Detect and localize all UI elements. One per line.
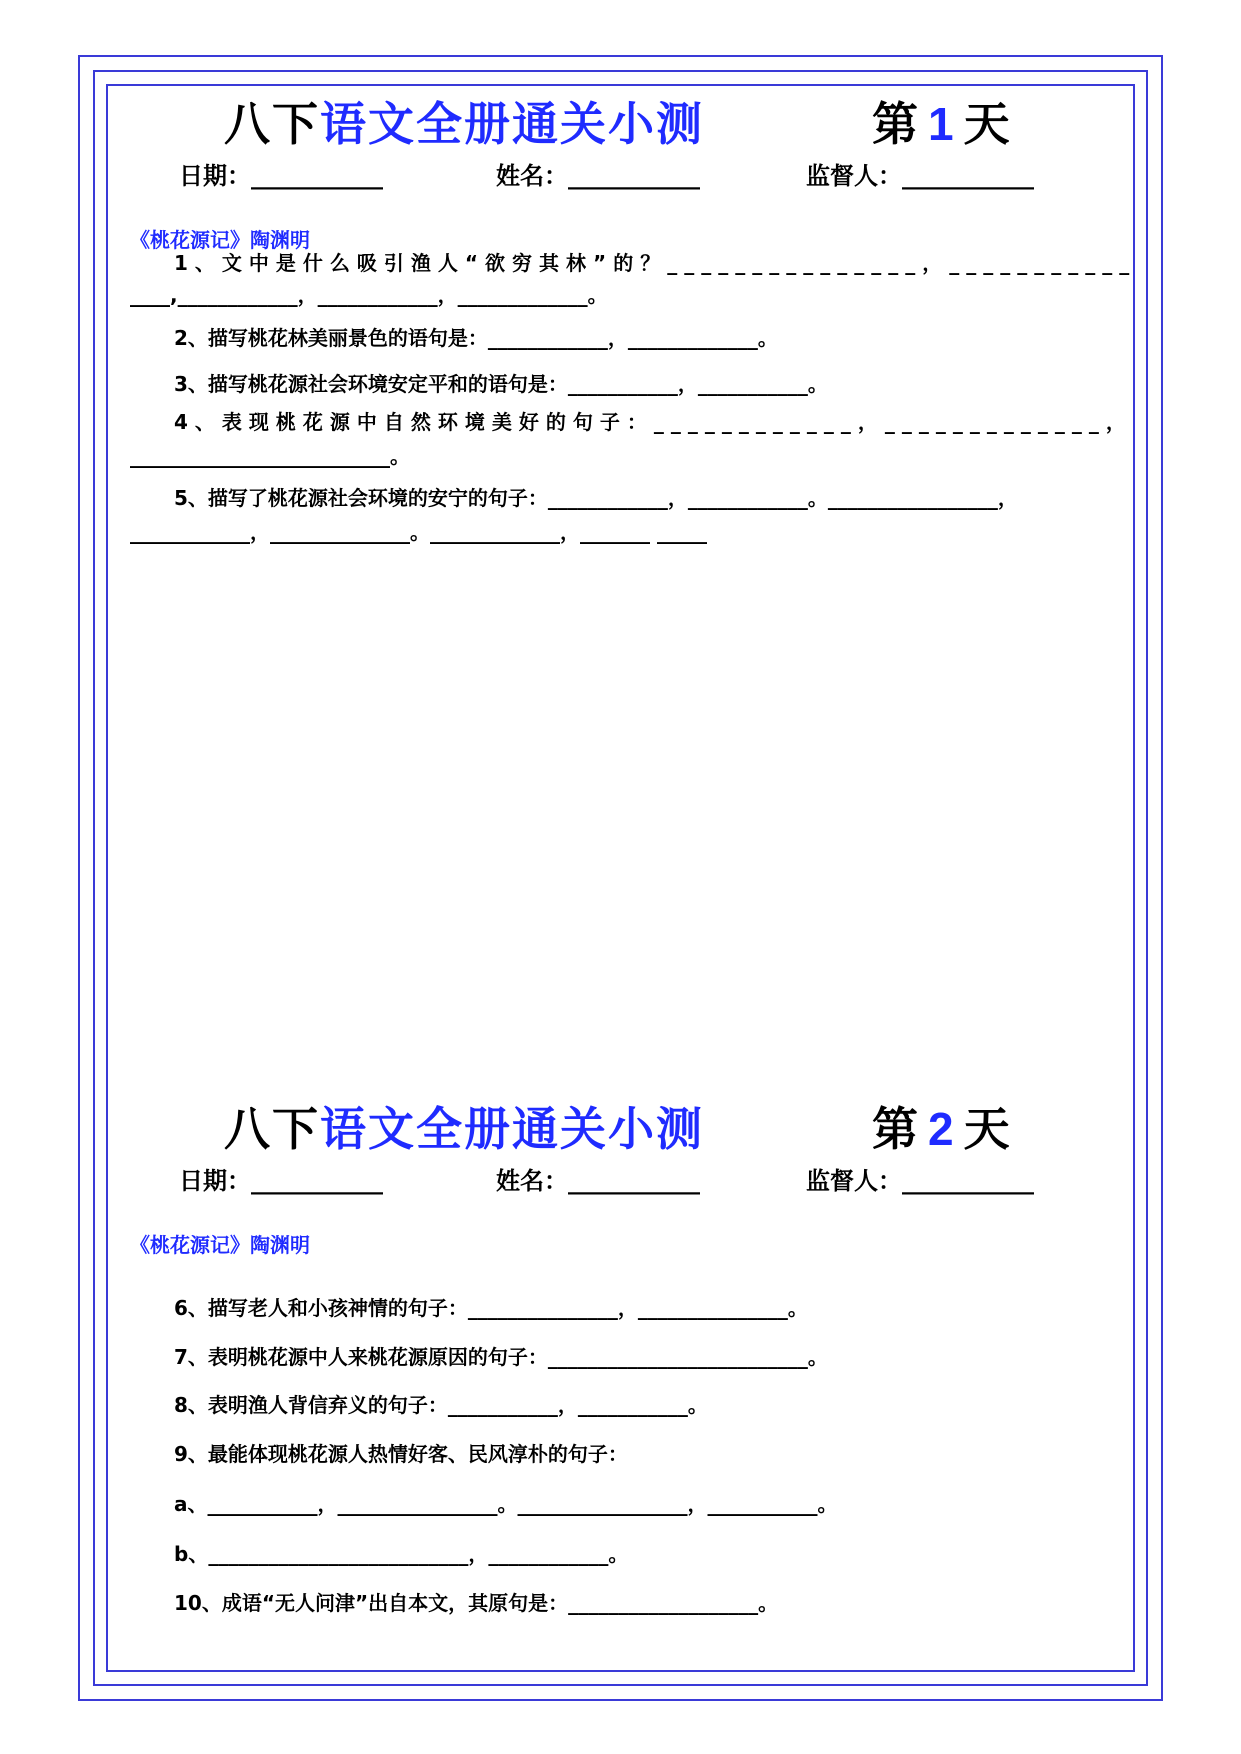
question-9a[interactable]: a、___________，________________。_________________，___________。 <box>174 1492 838 1516</box>
question-3[interactable]: 3、描写桃花源社会环境安定平和的语句是：___________，___________。 <box>174 372 828 396</box>
name-field[interactable]: 姓名：___________ <box>496 1167 700 1195</box>
question-8[interactable]: 8、表明渔人背信弃义的句子：___________，___________。 <box>174 1393 708 1417</box>
quiz-title-row <box>106 1093 1135 1163</box>
question-10[interactable]: 10、成语“无人问津”出自本文，其原句是：___________________。 <box>174 1591 779 1615</box>
question-1[interactable]: 1、文中是什么吸引渔人“欲穷其林”的？_______________，___________ ____,____________，____________，_____________。 <box>130 251 1137 307</box>
question-5[interactable]: 5、描写了桃花源社会环境的安宁的句子：____________，____________。_________________， ____________，______________。_____________，_______ _____ <box>130 486 1018 544</box>
lesson-title: 《桃花源记》陶渊明 <box>130 1233 310 1257</box>
info-row <box>106 1161 1135 1201</box>
supervisor-field[interactable]: 监督人：___________ <box>806 1167 1034 1195</box>
quiz-title: 八下语文全册通关小测 <box>224 1102 704 1156</box>
day-label: 第 1 天 <box>872 97 1010 151</box>
info-row <box>106 156 1135 196</box>
question-9b[interactable]: b、__________________________，____________。 <box>174 1542 629 1566</box>
quiz-title: 八下语文全册通关小测 <box>224 97 704 151</box>
lesson-title: 《桃花源记》陶渊明 <box>130 228 310 252</box>
date-field[interactable]: 日期：___________ <box>179 1167 383 1195</box>
supervisor-field[interactable]: 监督人：___________ <box>806 162 1034 190</box>
quiz-title-row <box>106 88 1135 158</box>
name-field[interactable]: 姓名：___________ <box>496 162 700 190</box>
date-field[interactable]: 日期：___________ <box>179 162 383 190</box>
day-label: 第 2 天 <box>872 1102 1010 1156</box>
day-number: 2 <box>928 1103 954 1155</box>
day-number: 1 <box>928 98 954 150</box>
question-6[interactable]: 6、描写老人和小孩神情的句子：_______________，_______________。 <box>174 1296 808 1320</box>
question-2[interactable]: 2、描写桃花林美丽景色的语句是：____________，_____________。 <box>174 326 778 350</box>
question-7[interactable]: 7、表明桃花源中人来桃花源原因的句子：__________________________。 <box>174 1345 828 1369</box>
question-9[interactable]: 9、最能体现桃花源人热情好客、民风淳朴的句子： <box>174 1442 628 1466</box>
question-4[interactable]: 4、表现桃花源中自然环境美好的句子：____________，_____________， __________________________。 <box>130 410 1133 468</box>
